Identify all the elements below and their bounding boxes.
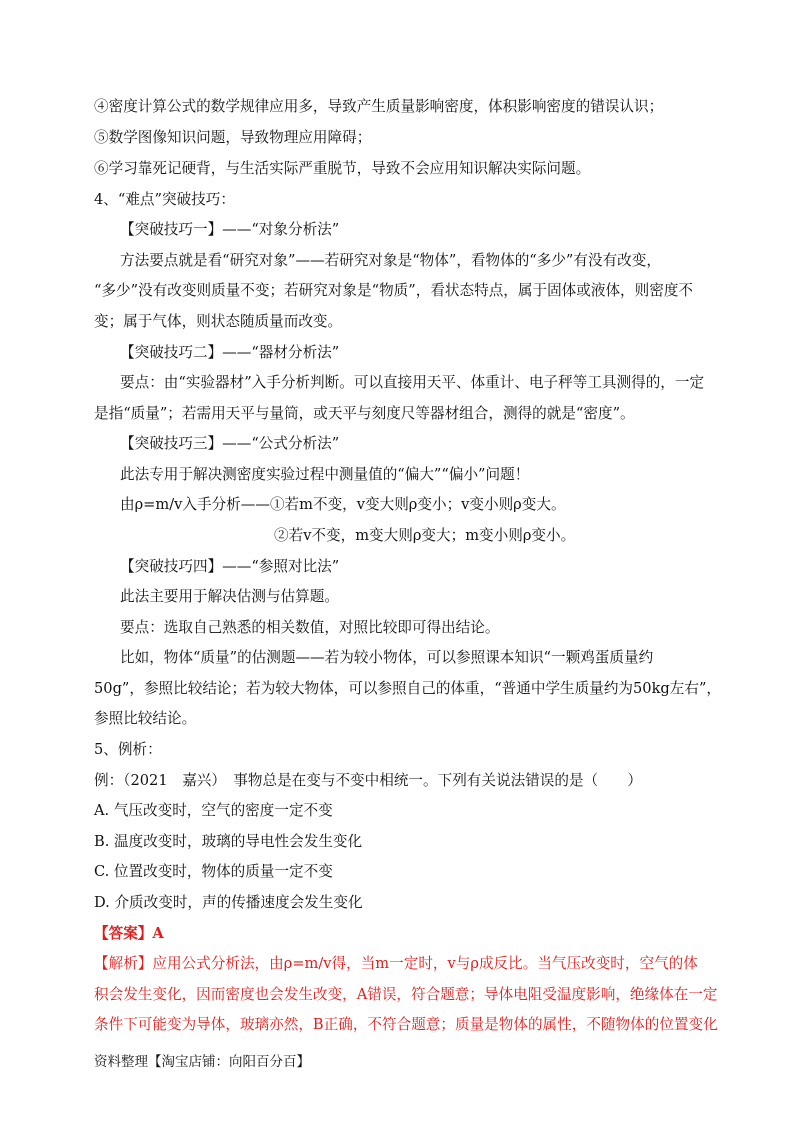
paragraph-line: ④密度计算公式的数学规律应用多，导致产生质量影响密度，体积影响密度的错误认识； (94, 98, 664, 115)
paragraph-line: 比如，物体“质量”的估测题——若为较小物体，可以参照课本知识“一颗鸡蛋质量约 (120, 649, 654, 666)
paragraph-line: 此法专用于解决测密度实验过程中测量值的“偏大”“偏小”问题！ (120, 466, 530, 483)
technique-heading: 【突破技巧二】——“器材分析法” (120, 344, 340, 361)
page-footer: 资料整理【淘宝店铺：向阳百分百】 (94, 1054, 310, 1070)
paragraph-line: 参照比较结论。 (94, 710, 197, 727)
option-a: A. 气压改变时，空气的密度一定不变 (94, 802, 333, 819)
paragraph-line: “多少”没有改变则质量不变；若研究对象是“物质”，看状态特点，属于固体或液体，则密度不 (94, 282, 694, 299)
paragraph-line: ⑤数学图像知识问题，导致物理应用障碍； (94, 129, 372, 146)
paragraph-line: 是指“质量”；若需用天平与量筒，或天平与刻度尺等器材组合，测得的就是“密度”。 (94, 405, 635, 422)
option-b: B. 温度改变时，玻璃的导电性会发生变化 (94, 833, 363, 850)
section-heading: 5、例析： (94, 741, 162, 758)
paragraph-line: 变；属于气体，则状态随质量而改变。 (94, 313, 343, 330)
technique-heading: 【突破技巧一】——“对象分析法” (120, 221, 340, 238)
answer-label: 【答案】A (94, 925, 164, 942)
question-stem: 例：（2021 嘉兴） 事物总是在变与不变中相统一。下列有关说法错误的是（ ） (94, 772, 642, 789)
formula-line: 由ρ=m/v入手分析——①若m不变，v变大则ρ变小；v变小则ρ变大。 (120, 496, 566, 513)
paragraph-line: 此法主要用于解决估测与估算题。 (120, 588, 339, 605)
formula-line: ②若v不变，m变大则ρ变大；m变小则ρ变小。 (274, 527, 576, 544)
paragraph-line: 50g”，参照比较结论；若为较大物体，可以参照自己的体重，“普通中学生质量约为50kg左右”， (94, 680, 722, 697)
paragraph-line: ⑥学习靠死记硬背，与生活实际严重脱节，导致不会应用知识解决实际问题。 (94, 160, 591, 177)
technique-heading: 【突破技巧四】——“参照对比法” (120, 558, 340, 575)
section-heading: 4、“难点”突破技巧： (94, 191, 235, 208)
option-d: D. 介质改变时，声的传播速度会发生变化 (94, 894, 363, 911)
paragraph-line: 要点：由“实验器材”入手分析判断。可以直接用天平、体重计、电子秤等工具测得的，一定 (120, 374, 705, 391)
analysis-line: 【解析】应用公式分析法，由ρ=m/v得，当m一定时，v与ρ成反比。当气压改变时，空气的体 (94, 955, 698, 972)
paragraph-line: 要点：选取自己熟悉的相关数值，对照比较即可得出结论。 (120, 619, 500, 636)
paragraph-line: 方法要点就是看“研究对象”——若研究对象是“物体”，看物体的“多少”有没有改变， (120, 252, 661, 269)
technique-heading: 【突破技巧三】——“公式分析法” (120, 435, 340, 452)
analysis-line: 条件下可能变为导体，玻璃亦然，B正确，不符合题意；质量是物体的属性，不随物体的位置变化 (94, 1016, 718, 1033)
analysis-line: 积会发生变化，因而密度也会发生改变，A错误，符合题意；导体电阻受温度影响，绝缘体在一定 (94, 986, 718, 1003)
option-c: C. 位置改变时，物体的质量一定不变 (94, 863, 333, 880)
